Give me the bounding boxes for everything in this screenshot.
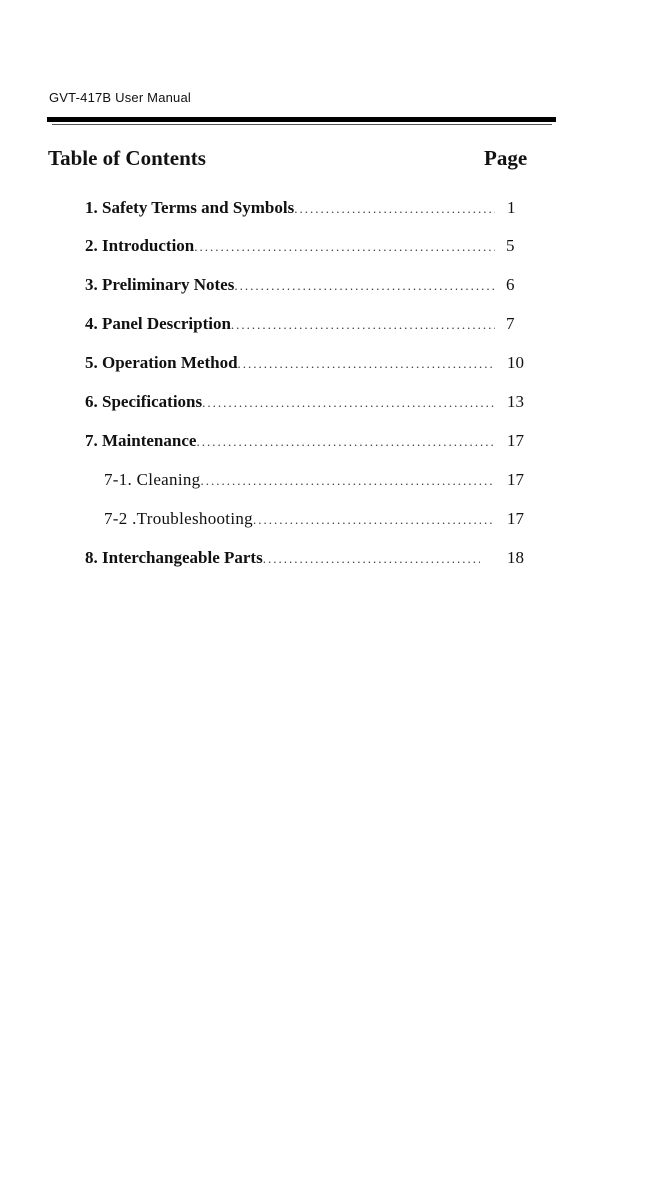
toc-entry-label: 4. Panel Description: [85, 314, 231, 333]
toc-entry-label: 7-2 .Troubleshooting: [104, 509, 253, 528]
document-header-title: GVT-417B User Manual: [49, 90, 192, 105]
toc-entry-label: 7. Maintenance: [85, 431, 197, 450]
dot-leader: [238, 356, 495, 372]
toc-entry-label: 1. Safety Terms and Symbols: [85, 198, 295, 217]
toc-entry-page: 17: [507, 431, 524, 450]
toc-entry-panel-description: [85, 314, 495, 338]
toc-entry-page: 10: [507, 353, 524, 372]
dot-leader: [231, 317, 495, 333]
toc-entry-page: 1: [507, 198, 516, 217]
dot-leader: [234, 278, 495, 294]
dot-leader: [253, 512, 495, 528]
toc-entry-label: 2. Introduction: [85, 236, 195, 255]
toc-entry-page: 6: [506, 275, 515, 294]
toc-entry-operation-method: [85, 353, 495, 377]
toc-entry-interchangeable-parts: [85, 548, 480, 572]
dot-leader: [196, 434, 495, 450]
toc-entry-preliminary-notes: [85, 275, 495, 299]
toc-entry-label: 5. Operation Method: [85, 353, 238, 372]
toc-entry-page: 7: [506, 314, 515, 333]
toc-entry-maintenance: [85, 431, 495, 455]
toc-entry-page: 13: [507, 392, 524, 411]
toc-entry-cleaning: [104, 470, 495, 494]
toc-entry-page: 5: [506, 236, 515, 255]
toc-entry-introduction: [85, 236, 495, 260]
toc-entry-label: 6. Specifications: [85, 392, 203, 411]
toc-heading: Table of Contents: [48, 146, 206, 170]
page-column-heading: Page: [484, 146, 528, 170]
toc-entry-troubleshooting: [104, 509, 495, 533]
dot-leader: [202, 395, 495, 411]
toc-entry-label: 7-1. Cleaning: [104, 470, 201, 489]
header-rule-thick: [47, 117, 556, 122]
toc-entry-specifications: [85, 392, 495, 416]
dot-leader: [194, 239, 495, 255]
dot-leader: [200, 473, 495, 489]
toc-entry-safety: [85, 198, 495, 222]
toc-entry-page: 17: [507, 470, 524, 489]
toc-entry-page: 17: [507, 509, 524, 528]
header-rule-thin: [52, 124, 552, 125]
toc-entry-page: 18: [507, 548, 524, 567]
toc-entry-label: 8. Interchangeable Parts: [85, 548, 263, 567]
dot-leader: [294, 201, 495, 217]
dot-leader: [263, 551, 480, 567]
toc-entry-label: 3. Preliminary Notes: [85, 275, 235, 294]
